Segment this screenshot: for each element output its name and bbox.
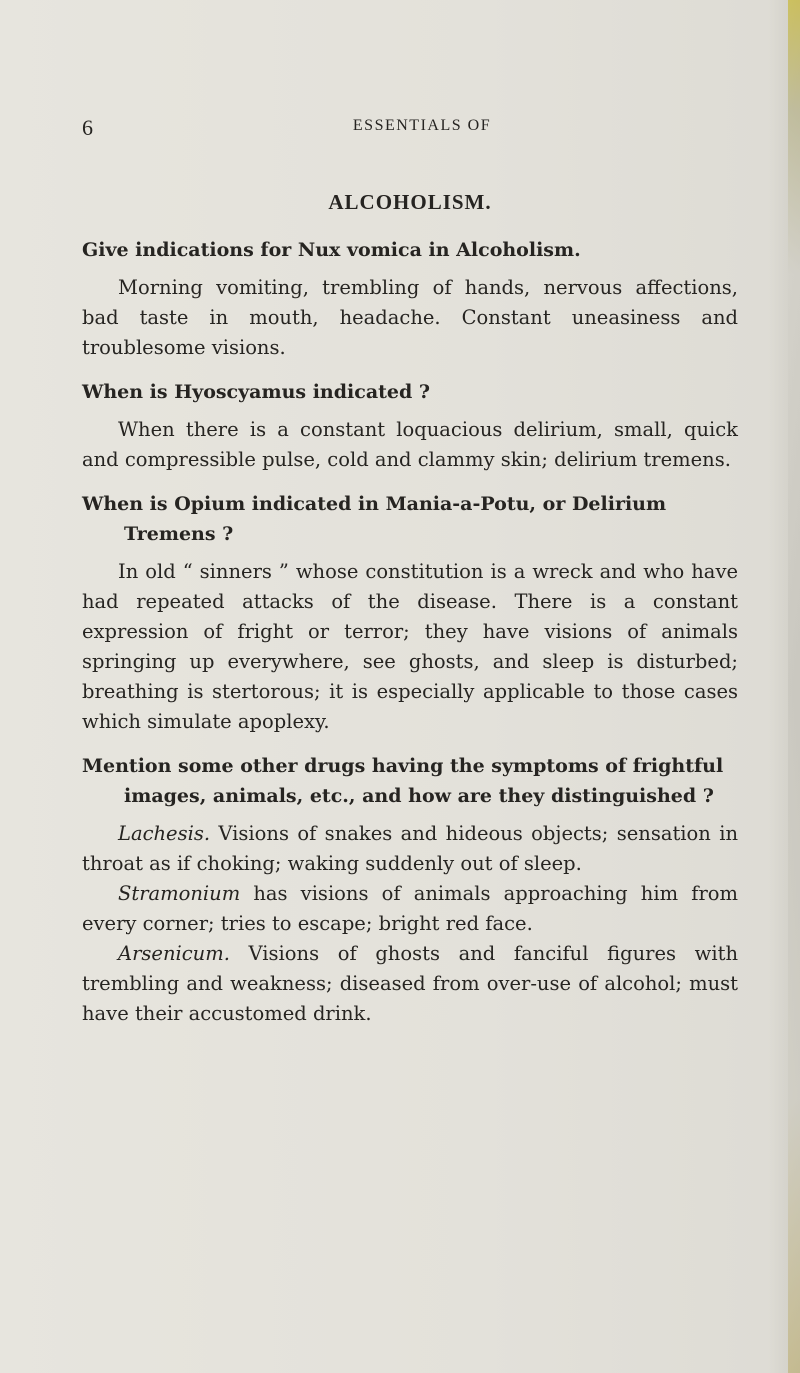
answer-hyoscyamus: When there is a constant loquacious delirium, small, quick and compressible pulse, cold and clammy skin; delirium tremens. (82, 418, 738, 471)
remedy-text: Visions of ghosts and fanciful figures with trembling and weakness; diseased from over-use of alcohol; must have their accustomed drink. (82, 942, 738, 1025)
remedy-arsenicum (82, 939, 738, 1029)
question-opium: When is Opium indicated in Mania-a-Potu, or Delirium Tremens ? (82, 493, 667, 545)
question-hyoscyamus: When is Hyoscyamus indicated ? (82, 381, 431, 403)
question-other-drugs: Mention some other drugs having the symptoms of frightful images, animals, etc., and how are they distinguished ? (82, 755, 724, 807)
remedy-text: has visions of animals approaching him from every corner; tries to escape; bright red face. (82, 882, 738, 935)
page-content (82, 190, 738, 1029)
page-header (82, 115, 722, 145)
remedy-name: Arsenicum. (118, 942, 230, 965)
remedy-name: Lachesis. (118, 822, 211, 845)
page-edge (788, 0, 800, 1373)
remedy-text: Visions of snakes and hideous objects; sensation in throat as if choking; waking suddenly out of sleep. (82, 822, 738, 875)
section-title: ALCOHOLISM. (328, 190, 492, 214)
answer-nux-vomica: Morning vomiting, trembling of hands, nervous affections, bad taste in mouth, headache. Constant uneasiness and troublesome visions. (82, 276, 738, 359)
remedy-stramonium (82, 879, 738, 939)
running-head: ESSENTIALS OF (352, 117, 492, 134)
page-number: 6 (82, 115, 93, 140)
question-nux-vomica: Give indications for Nux vomica in Alcoholism. (82, 239, 581, 261)
remedy-lachesis (82, 819, 738, 879)
remedy-name: Stramonium (118, 882, 241, 905)
answer-opium: In old “ sinners ” whose constitution is a wreck and who have had repeated attacks of the disease. There is a constant expression of fright or terror; they have visions of animals springing up everywhere, see ghosts, and sleep is disturbed; breathing is stertorous; it is especially applicable to those cases which simulate apoplexy. (82, 560, 738, 733)
